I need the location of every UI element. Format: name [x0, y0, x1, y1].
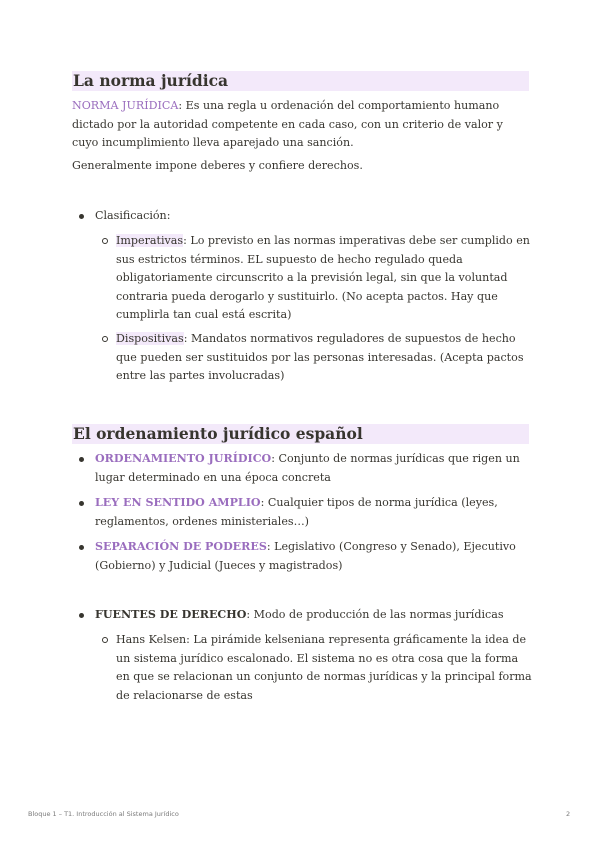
- dispositivas-text: : Mandatos normativos reguladores de supuestos de hecho que pueden ser sustituidos por las personas interesadas. (Acepta pactos entre las partes involucradas): [116, 332, 524, 382]
- term-norma-juridica: NORMA JURÍDICA: [72, 99, 179, 112]
- bullet-marker: [79, 214, 84, 219]
- definition-text: : Es una regla u ordenación del comportamiento humano dictado por la autoridad competente en cada caso, con un criterio de valor y cuyo incumplimiento lleva aparejado una sanción.: [72, 99, 503, 149]
- term-ley-sentido-amplio: LEY EN SENTIDO AMPLIO: [95, 496, 261, 509]
- bullet-marker: [79, 501, 84, 506]
- fuentes-text: : Modo de producción de las normas jurídicas: [246, 608, 504, 621]
- sub-bullet-marker: [102, 637, 108, 643]
- footer-page-number: 2: [566, 810, 571, 818]
- classification-item-imperativas: [116, 232, 534, 325]
- item-fuentes-derecho: [95, 606, 535, 625]
- sub-bullet-marker: [102, 336, 108, 342]
- section-heading-norma: La norma jurídica: [72, 71, 529, 91]
- term-imperativas: Imperativas: [116, 234, 184, 247]
- subitem-hans-kelsen: Hans Kelsen: La pirámide kelseniana representa gráficamente la idea de un sistema jurídico escalonado. El sistema no es otra cosa que la forma en que se relacionan un conjunto de normas jurídicas y la principal forma de relacionarse de estas: [116, 633, 532, 702]
- term-fuentes-derecho: FUENTES DE DERECHO: [95, 608, 247, 621]
- bullet-marker: [79, 613, 84, 618]
- definition-norma-juridica: [72, 97, 532, 153]
- separacion-text: : Legislativo (Congreso y Senado), Ejecutivo (Gobierno) y Judicial (Jueces y magistrados): [95, 540, 516, 572]
- classification-item-dispositivas: [116, 330, 534, 386]
- section-heading-ordenamiento: El ordenamiento jurídico español: [72, 424, 529, 444]
- ordenamiento-text: : Conjunto de normas jurídicas que rigen un lugar determinado en una época concreta: [95, 452, 520, 484]
- bullet-marker: [79, 545, 84, 550]
- bullet-marker: [79, 457, 84, 462]
- term-ordenamiento-juridico: ORDENAMIENTO JURÍDICO: [95, 452, 272, 465]
- item-ordenamiento-juridico: [95, 450, 535, 487]
- sub-bullet-marker: [102, 238, 108, 244]
- ley-text: : Cualquier tipos de norma jurídica (leyes, reglamentos, ordenes ministeriales…): [95, 496, 498, 528]
- footer-document-title: Bloque 1 – T1. Introducción al Sistema Jurídico: [28, 810, 179, 818]
- general-note: Generalmente impone deberes y confiere derechos.: [72, 159, 363, 172]
- item-separacion-poderes: [95, 538, 535, 575]
- classification-label: Clasificación:: [95, 209, 171, 222]
- term-separacion-poderes: SEPARACIÓN DE PODERES: [95, 540, 267, 553]
- item-ley-sentido-amplio: [95, 494, 535, 531]
- imperativas-text: : Lo previsto en las normas imperativas debe ser cumplido en sus estrictos términos. EL supuesto de hecho regulado queda obligatoriamente circunscrito a la previsión legal, sin que la voluntad contraria pueda derogarlo y sustituirlo. (No acepta pactos. Hay que cumplirla tan cual está escrita): [116, 234, 530, 321]
- term-dispositivas: Dispositivas: [116, 332, 184, 345]
